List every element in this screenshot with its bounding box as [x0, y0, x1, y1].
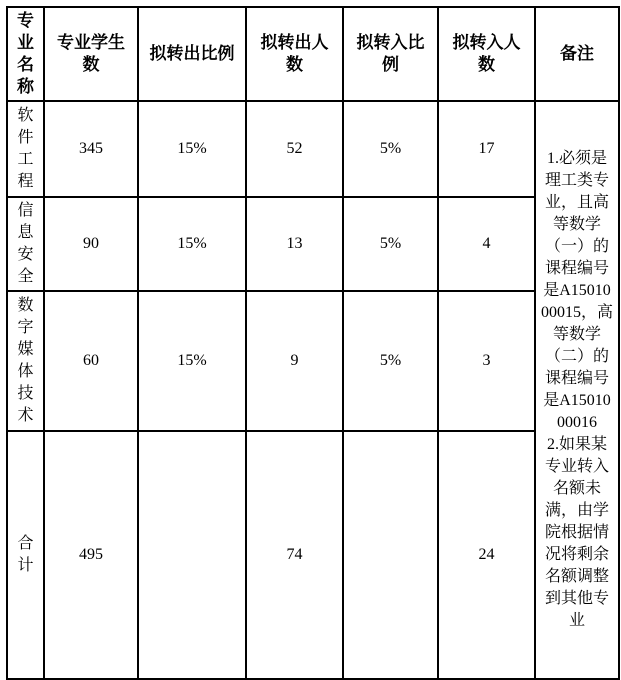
cell-out-ratio: 15%: [138, 197, 246, 291]
cell-in-ratio: [343, 431, 438, 679]
table-row-information-security: [7, 197, 619, 291]
cell-out-ratio: 15%: [138, 291, 246, 431]
cell-students: 90: [44, 197, 138, 291]
cell-students: 345: [44, 101, 138, 197]
header-in-count: 拟转入人数: [438, 7, 535, 101]
header-major: 专业名称: [7, 7, 44, 101]
cell-in-ratio: 5%: [343, 101, 438, 197]
cell-out-count: 13: [246, 197, 343, 291]
cell-in-ratio: 5%: [343, 291, 438, 431]
header-remarks: 备注: [535, 7, 619, 101]
cell-out-count: 52: [246, 101, 343, 197]
remarks-cell: [535, 101, 619, 679]
header-row: [7, 7, 619, 101]
cell-out-ratio: [138, 431, 246, 679]
remarks-note-1: 1.必须是理工类专业，且高等数学（一）的课程编号是A1501000015，高等数学（二）的课程编号是A1501000016: [540, 150, 613, 431]
header-out-count: 拟转出人数: [246, 7, 343, 101]
cell-out-ratio: 15%: [138, 101, 246, 197]
header-out-ratio: 拟转出比例: [138, 7, 246, 101]
cell-students: 60: [44, 291, 138, 431]
cell-in-ratio: 5%: [343, 197, 438, 291]
header-students: 专业学生数: [44, 7, 138, 101]
header-in-ratio: 拟转入比例: [343, 7, 438, 101]
cell-in-count: 4: [438, 197, 535, 291]
cell-major: 数字媒体技术: [7, 291, 44, 431]
remarks-text: [540, 148, 614, 632]
cell-in-count: 3: [438, 291, 535, 431]
cell-major: 软件工程: [7, 101, 44, 197]
cell-students: 495: [44, 431, 138, 679]
cell-out-count: 74: [246, 431, 343, 679]
table-row-digital-media: [7, 291, 619, 431]
cell-in-count: 17: [438, 101, 535, 197]
cell-in-count: 24: [438, 431, 535, 679]
remarks-note-2: 2.如果某专业转入名额未满，由学院根据情况将剩余名额调整到其他专业: [544, 436, 609, 629]
table-row-software-engineering: [7, 101, 619, 197]
table-row-total: [7, 431, 619, 679]
cell-major: 合计: [7, 431, 44, 679]
transfer-quota-table: [6, 6, 620, 680]
cell-out-count: 9: [246, 291, 343, 431]
cell-major: 信息安全: [7, 197, 44, 291]
